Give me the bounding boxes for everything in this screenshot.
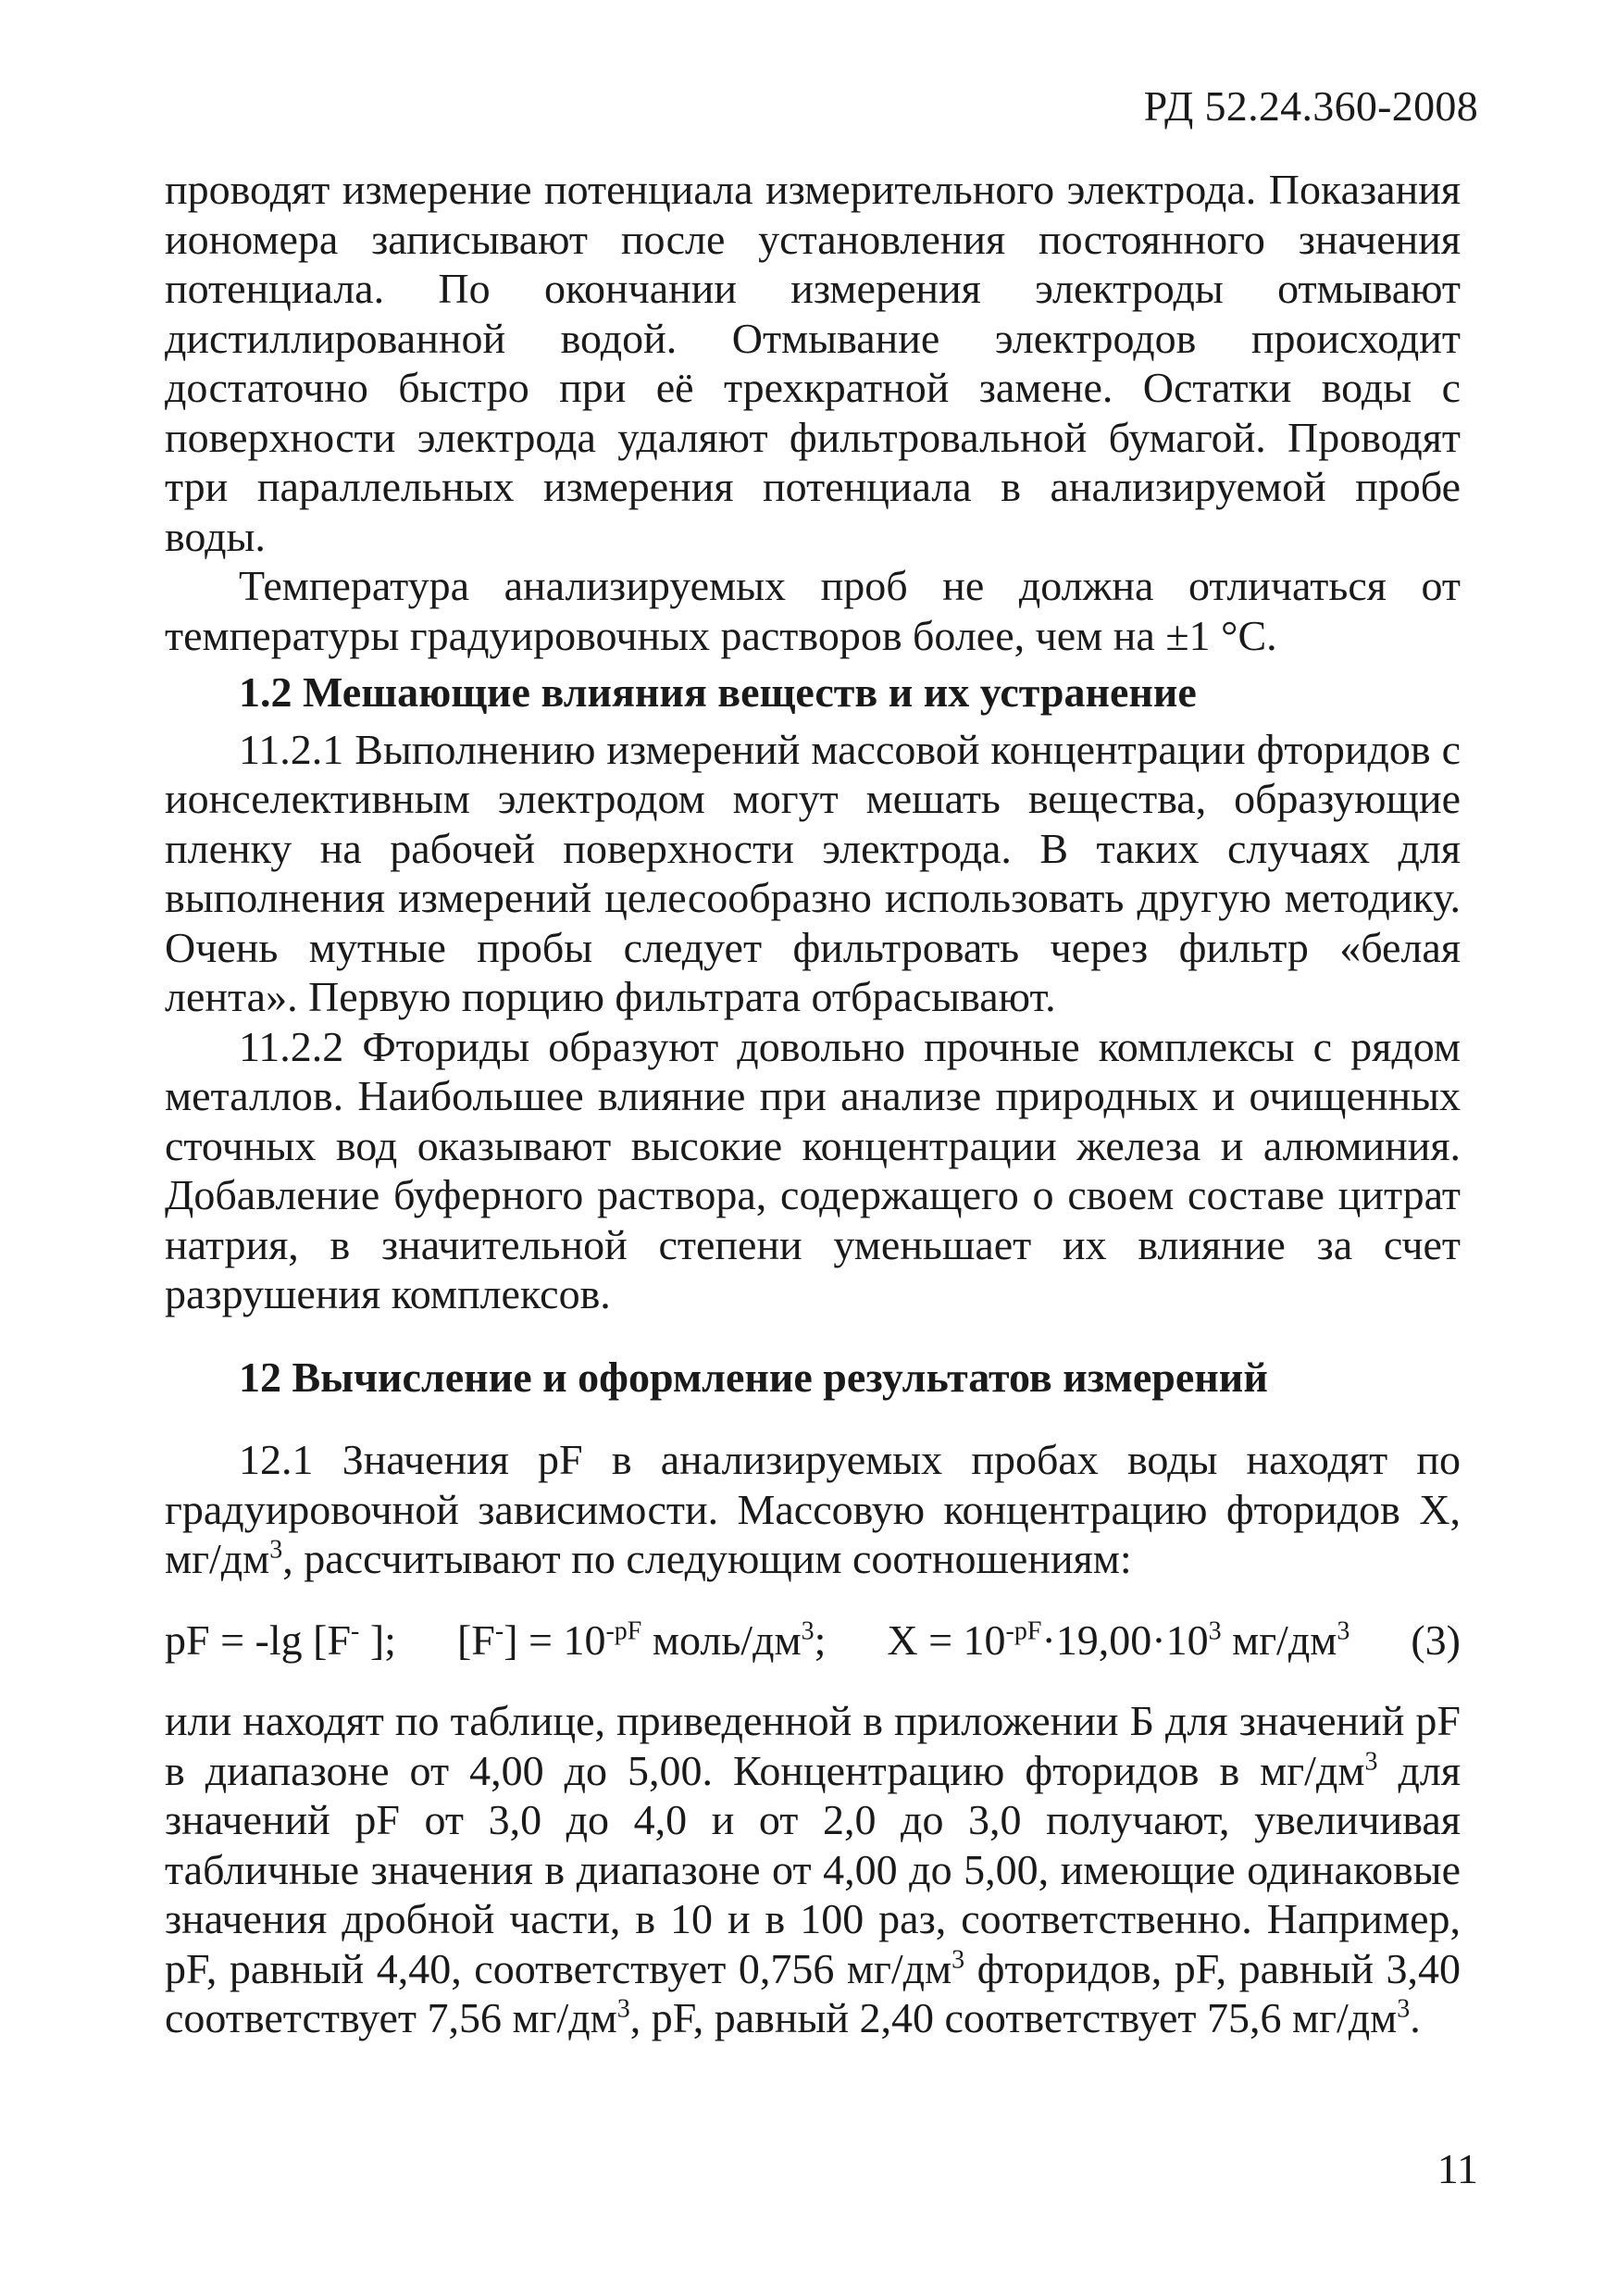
formula-text: ] = 10: [504, 1616, 606, 1664]
superscript: 3: [1208, 1616, 1222, 1646]
formula-3: [165, 1616, 1461, 1666]
superscript: -pF: [605, 1616, 642, 1646]
superscript: 3: [269, 1535, 283, 1565]
formula-f-concentration: [457, 1616, 826, 1666]
paragraph-table-lookup: [165, 1696, 1461, 2043]
superscript: -: [494, 1616, 504, 1646]
superscript: 3: [1397, 1994, 1411, 2024]
superscript: 3: [801, 1616, 815, 1646]
paragraph-11-2-1: 11.2.1 Выполнению измерений массовой концентрации фторидов с ионселективным электродом могут мешать вещества, образующие пленку на рабочей поверхности электрода. В таких случаях для выполнения измерений целесообразно использовать другую методику. Очень мутные пробы следует фильтровать через фильтр «белая лента». Первую порцию фильтрата отбрасывают.: [165, 725, 1461, 1020]
formula-text: [F: [456, 1616, 495, 1664]
paragraph-temperature: Температура анализируемых проб не должна отличаться от температуры градуировочных растворов более, чем на ±1 °C.: [165, 562, 1461, 659]
paragraph-12-1-tail: , рассчитывают по следующим соотношениям:: [282, 1535, 1132, 1582]
section-heading-1-2: 1.2 Мешающие влияния веществ и их устранение: [239, 668, 1197, 716]
paragraph-text: или находят по таблице, приведенной в приложении Б для значений pF в диапазоне от 4,00 до 5,00. Концентрацию фторидов в мг/дм: [165, 1697, 1461, 1794]
paragraph-11-2-2: 11.2.2 Фториды образуют довольно прочные комплексы с рядом металлов. Наибольшее влияние при анализе природных и очищенных сточных вод оказывают высокие концентрации железа и алюминия. Добавление буферного раствора, содержащего о своем составе цитрат натрия, в значительной степени уменьшает их влияние за счет разрушения комплексов.: [165, 1022, 1461, 1317]
superscript: 3: [616, 1994, 630, 2024]
document-body: [165, 165, 1461, 2043]
formula-text: ;: [814, 1616, 827, 1664]
formula-number: (3): [1411, 1616, 1461, 1664]
paragraph-text: фторидов, pF, равный 3,40 соответствует 7,56 мг/дм: [165, 1944, 1461, 2041]
formula-text: моль/дм: [641, 1616, 802, 1664]
formula-text: pF = -lg [F: [165, 1616, 352, 1664]
page-number: 11: [1437, 2145, 1478, 2192]
superscript: 3: [952, 1945, 965, 1975]
paragraph-12-1: [165, 1435, 1461, 1584]
formula-text: ·19,00·10: [1041, 1616, 1209, 1664]
superscript: -pF: [1005, 1616, 1042, 1646]
formula-text: ];: [359, 1616, 396, 1664]
paragraph-text: .: [1410, 1994, 1421, 2041]
formula-text: мг/дм: [1221, 1616, 1337, 1664]
document-header: РД 52.24.360-2008: [1143, 82, 1478, 130]
superscript: -: [351, 1616, 360, 1646]
paragraph-12-1-text: 12.1 Значения pF в анализируемых пробах воды находят по градуировочной зависимости. Массовую концентрацию фторидов X, мг/дм: [165, 1436, 1461, 1582]
superscript: 3: [1364, 1747, 1378, 1777]
formula-text: X = 10: [887, 1616, 1006, 1664]
section-heading-12: 12 Вычисление и оформление результатов измерений: [239, 1353, 1268, 1401]
paragraph-text: для значений pF от 3,0 до 4,0 и от 2,0 до 3,0 получают, увеличивая табличные значения в диапазоне от 4,00 до 5,00, имеющие одинаковые значения дробной части, в 10 и в 100 раз, соответственно. Например, pF, равный 4,40, соответствует 0,756 мг/дм: [165, 1746, 1461, 1992]
paragraph-continuation: проводят измерение потенциала измерительного электрода. Показания иономера записывают после установления постоянного значения потенциала. По окончании измерения электроды отмывают дистиллированной водой. Отмывание электродов происходит достаточно быстро при её трехкратной замене. Остатки воды с поверхности электрода удаляют фильтровальной бумагой. Проводят три параллельных измерения потенциала в анализируемой пробе воды.: [165, 166, 1461, 560]
formula-x: [887, 1616, 1350, 1666]
paragraph-text: , pF, равный 2,40 соответствует 75,6 мг/дм: [629, 1994, 1398, 2041]
formula-pf: [165, 1616, 396, 1666]
superscript: 3: [1337, 1616, 1350, 1646]
